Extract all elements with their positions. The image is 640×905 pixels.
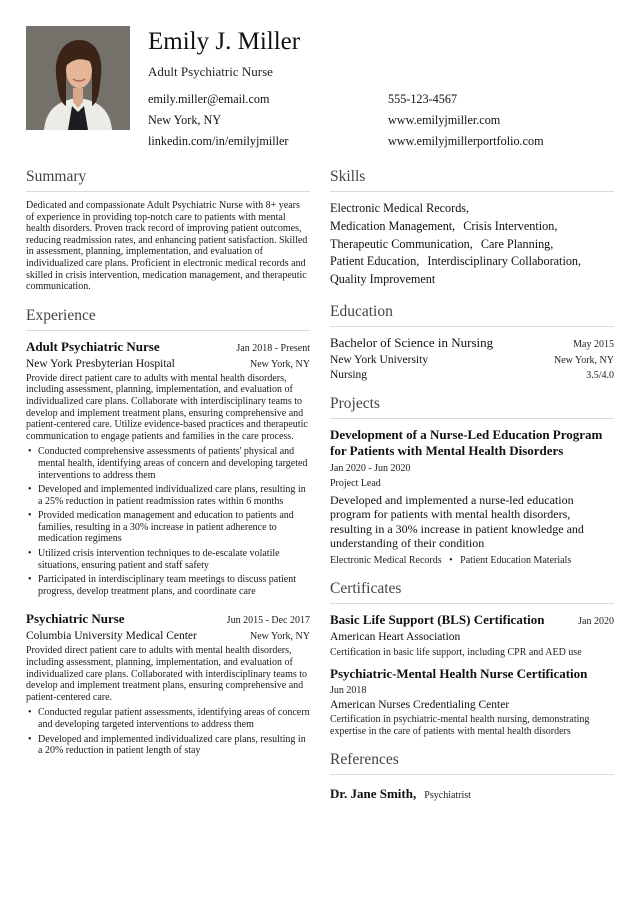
job-title: Psychiatric Nurse	[26, 611, 125, 627]
projects-heading: Projects	[330, 395, 614, 419]
job-bullet: • Conducted regular patient assessments, identifying areas of concern and developing targeted interventions to address them	[26, 707, 310, 730]
degree-title: Bachelor of Science in Nursing	[330, 334, 494, 350]
certificate-issuer: American Heart Association	[330, 631, 461, 644]
references-heading: References	[330, 751, 614, 775]
job-description: Provide direct patient care to adults with mental health disorders, including assessment, planning, implementation, and evaluation of individualized care plans. Collaborate with interdisciplinary teams to develop and implement treatment plans, ensuring comprehensive and patient-centered care. Utilize evidence-based practices and therapeutic communication to engage patients and families in the care process.	[26, 372, 308, 442]
job-description: Provided direct patient care to adults with mental health disorders, including assessment, planning, implementation, and evaluation of individualized care plans. Collaborated with interdisciplinary teams to develop and implement treatment plans, ensuring comprehensive and patient-centered care.	[26, 645, 308, 703]
certificate-entry	[330, 612, 614, 658]
candidate-role: Adult Psychiatric Nurse	[148, 64, 273, 79]
major-name: Nursing	[330, 368, 368, 381]
skill-item: Patient Education,	[330, 254, 420, 269]
skill-item: Crisis Intervention,	[463, 218, 558, 233]
certificate-name: Basic Life Support (BLS) Certification	[330, 612, 545, 628]
certificates-heading: Certificates	[330, 580, 614, 604]
experience-heading: Experience	[26, 307, 310, 331]
profile-photo-portrait	[26, 26, 130, 130]
skill-item: Electronic Medical Records,	[330, 201, 470, 215]
summary-heading: Summary	[26, 168, 310, 192]
school-name: New York University	[330, 353, 429, 366]
gpa-value: 3.5/4.0	[586, 369, 614, 381]
degree-date: May 2015	[573, 338, 614, 350]
project-tag: Electronic Medical Records	[330, 555, 442, 567]
job-bullet: • Utilized crisis intervention techniques to de-escalate volatile situations, ensuring patient and staff safety	[26, 548, 310, 571]
project-description: Developed and implemented a nurse-led education program for patients with mental health disorders, resulting in a 30% increase in patient knowledge and understanding of their condition	[330, 492, 584, 550]
skills-list	[330, 200, 614, 289]
job-organization: Columbia University Medical Center	[26, 630, 197, 643]
summary-text: Dedicated and compassionate Adult Psychiatric Nurse with 8+ years of experience in providing top-notch care to patients with mental health disorders. Proven track record of improving patient outcomes, reducing readmission rates, and enhancing patient satisfaction. Skilled in assessment, planning, implementation, and evaluation of individualized care plans. Proficient in electronic medical records and skilled in crisis intervention, medication management, and therapeutic communication.	[26, 200, 308, 293]
certificate-entry	[330, 666, 614, 737]
location-text: New York, NY	[148, 113, 222, 127]
job-location: New York, NY	[249, 631, 310, 643]
project-tag: Patient Education Materials	[460, 555, 572, 567]
right-column	[330, 168, 614, 802]
skill-item: Medication Management,	[330, 218, 456, 233]
certificate-date: Jan 2020	[578, 616, 614, 628]
certificate-description: Certification in basic life support, including CPR and AED use	[330, 647, 582, 659]
phone-number[interactable]: 555-123-4567	[388, 92, 458, 106]
job-location: New York, NY	[249, 358, 310, 370]
experience-section	[26, 307, 310, 757]
certificates-section	[330, 580, 614, 737]
job-bullet: • Participated in interdisciplinary team meetings to discuss patient progress, develop treatment plans, and coordinate care	[26, 574, 310, 597]
references-section	[330, 751, 614, 802]
education-heading: Education	[330, 303, 614, 327]
job-title: Adult Psychiatric Nurse	[26, 338, 160, 354]
website-link[interactable]: www.emilyjmiller.com	[388, 113, 501, 127]
candidate-name: Emily J. Miller	[148, 28, 301, 55]
certificate-name: Psychiatric-Mental Health Nurse Certification	[330, 666, 588, 682]
portfolio-link[interactable]: www.emilyjmillerportfolio.com	[388, 134, 544, 148]
job-organization: New York Presbyterian Hospital	[26, 357, 175, 370]
school-location: New York, NY	[553, 354, 614, 366]
reference-name: Dr. Jane Smith,	[330, 786, 417, 802]
job-bullet: • Developed and implemented individualized care plans, resulting in a 25% reduction in patient readmission rates within 6 months	[26, 484, 310, 507]
job-bullets	[26, 446, 310, 597]
profile-photo	[26, 26, 130, 130]
skill-item: Interdisciplinary Collaboration,	[427, 254, 582, 269]
email-link[interactable]: emily.miller@email.com	[148, 92, 270, 106]
skill-item: Quality Improvement	[330, 272, 436, 287]
certificate-date: Jun 2018	[330, 685, 367, 697]
left-column	[26, 168, 310, 760]
project-tags	[330, 555, 614, 566]
tag-separator: •	[449, 555, 453, 567]
job-bullet: • Provided medication management and education to patients and families, resulting in a 30% increase in patient adherence to medication regimens	[26, 510, 310, 545]
skills-heading: Skills	[330, 168, 614, 192]
job-dates: Jan 2018 - Present	[236, 342, 310, 354]
project-role: Project Lead	[330, 477, 381, 489]
job-entry	[26, 611, 310, 756]
project-dates: Jan 2020 - Jun 2020	[330, 462, 411, 474]
education-section	[330, 303, 614, 381]
reference-role: Psychiatrist	[424, 790, 471, 802]
job-dates: Jun 2015 - Dec 2017	[226, 615, 310, 627]
certificate-issuer: American Nurses Credentialing Center	[330, 699, 510, 712]
skill-item: Care Planning,	[480, 236, 554, 251]
summary-section	[26, 168, 310, 293]
job-bullet: • Developed and implemented individualized care plans, resulting in a 20% reduction in patient length of stay	[26, 734, 310, 757]
linkedin-link[interactable]: linkedin.com/in/emilyjmiller	[148, 134, 289, 148]
skill-item: Therapeutic Communication,	[330, 236, 473, 251]
project-title: Development of a Nurse-Led Education Program for Patients with Mental Health Disorders	[330, 426, 603, 458]
projects-section	[330, 395, 614, 566]
skills-section	[330, 168, 614, 289]
certificate-description: Certification in psychiatric-mental health nursing, demonstrating expertise in the care of patients with mental health disorders	[330, 714, 590, 737]
job-bullets	[26, 707, 310, 756]
job-entry	[26, 339, 310, 598]
job-bullet: • Conducted comprehensive assessments of patients' physical and mental health, identifying areas of concern and developing targeted interventions to address them	[26, 446, 310, 481]
